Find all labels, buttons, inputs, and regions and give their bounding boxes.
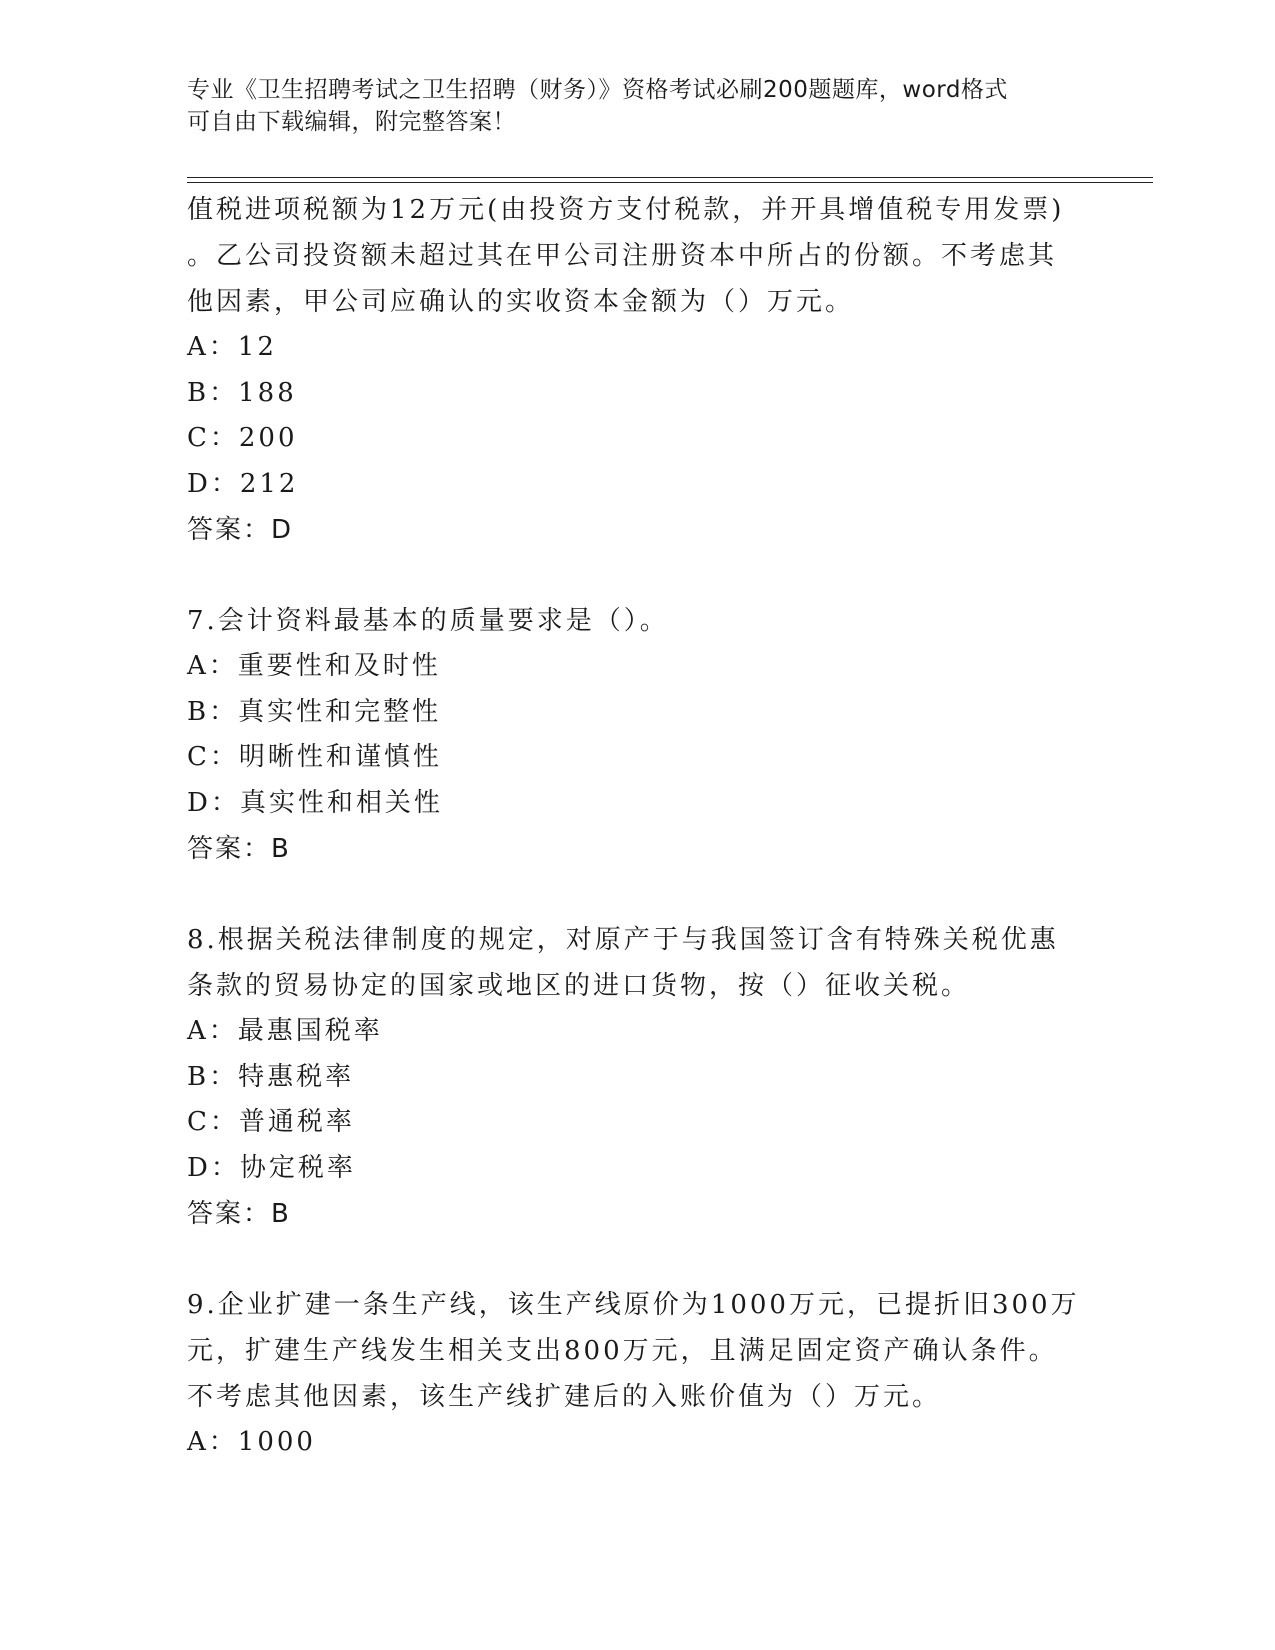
header-rule-bottom [187, 182, 1153, 183]
spacer [187, 553, 1087, 598]
question-block [187, 598, 1087, 872]
header-title-line-2: 可自由下载编辑，附完整答案！ [187, 109, 516, 135]
option-d: D：真实性和相关性 [187, 787, 443, 818]
answer-line: 答案：D [187, 515, 294, 545]
option-a: A：1000 [187, 1427, 316, 1457]
answer-line: 答案：B [187, 834, 291, 864]
option-d: D：212 [187, 468, 299, 499]
question-stem-line: 7.会计资料最基本的质量要求是（）。 [187, 606, 669, 636]
option-b: B：188 [187, 377, 297, 408]
spacer [187, 1237, 1087, 1282]
question-stem-line: 8.根据关税法律制度的规定，对原产于与我国签订含有特殊关税优惠 [187, 925, 1059, 955]
option-c: C：普通税率 [187, 1107, 355, 1137]
option-d: D：协定税率 [187, 1152, 356, 1183]
question-stem-line: 条款的贸易协定的国家或地区的进口货物，按（）征收关税。 [187, 971, 971, 1001]
spacer [187, 872, 1087, 917]
option-a: A：最惠国税率 [187, 1016, 383, 1046]
question-stem-line: 。乙公司投资额未超过其在甲公司注册资本中所占的份额。不考虑其 [187, 241, 1058, 271]
question-stem-line: 值税进项税额为12万元(由投资方支付税款，并开具增值税专用发票) [187, 195, 1065, 225]
option-a: A：12 [187, 332, 277, 362]
option-a: A：重要性和及时性 [187, 651, 441, 681]
question-list [187, 187, 1087, 1466]
question-block [187, 917, 1087, 1237]
question-block [187, 1282, 1087, 1466]
option-c: C：200 [187, 423, 298, 453]
header-title-line-1: 专业《卫生招聘考试之卫生招聘（财务）》资格考试必刷200题题库，word格式 [187, 77, 1008, 103]
document-header [187, 74, 1067, 138]
question-stem-line: 9.企业扩建一条生产线，该生产线原价为1000万元，已提折旧300万 [187, 1290, 1080, 1320]
option-b: B：特惠税率 [187, 1061, 355, 1092]
question-block [187, 187, 1087, 553]
question-stem-line: 不考虑其他因素，该生产线扩建后的入账价值为（）万元。 [187, 1382, 942, 1412]
header-rule-top [187, 177, 1153, 178]
question-stem-line: 元，扩建生产线发生相关支出800万元，且满足固定资产确认条件。 [187, 1336, 1058, 1366]
question-stem-line: 他因素，甲公司应确认的实收资本金额为（）万元。 [187, 287, 855, 317]
option-b: B：真实性和完整性 [187, 696, 442, 727]
answer-line: 答案：B [187, 1199, 291, 1229]
option-c: C：明晰性和谨慎性 [187, 742, 442, 772]
